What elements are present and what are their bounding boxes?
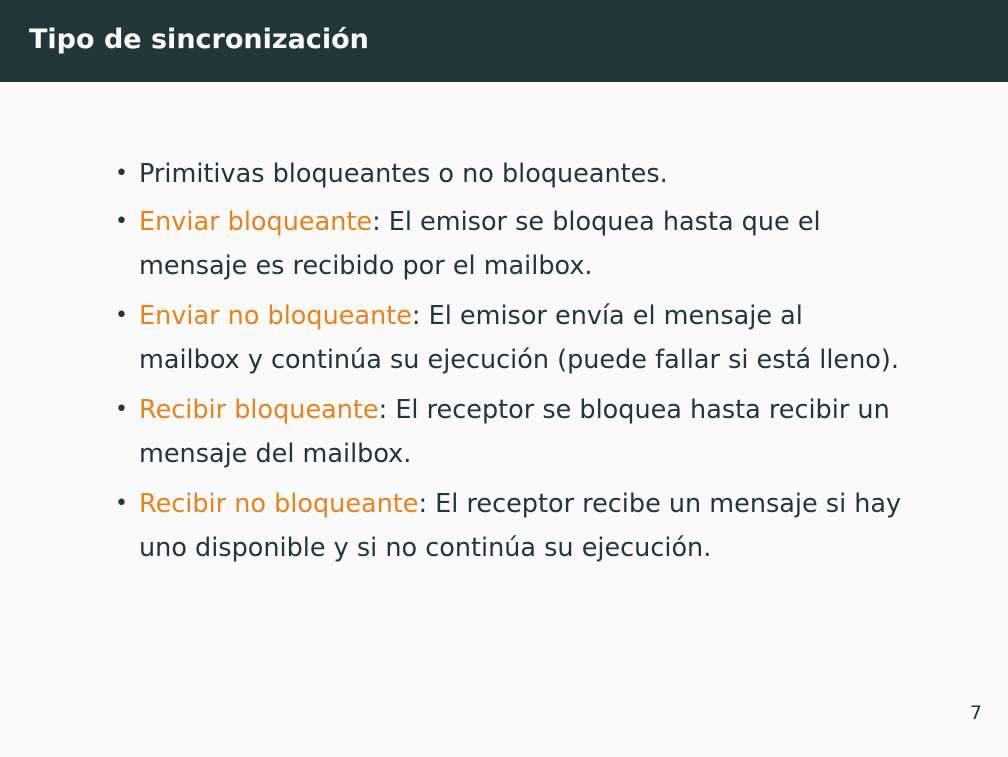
bullet-highlight: Recibir bloqueante bbox=[139, 395, 379, 425]
bullet-marker: • bbox=[115, 209, 128, 234]
bullet-highlight: Enviar bloqueante bbox=[139, 207, 373, 237]
title-bar bbox=[0, 0, 1008, 82]
bullet-item bbox=[115, 388, 905, 476]
bullet-marker: • bbox=[115, 303, 128, 328]
bullet-highlight: Recibir no bloqueante bbox=[139, 489, 419, 519]
page-number: 7 bbox=[969, 702, 982, 724]
bullet-item bbox=[115, 482, 905, 570]
bullet-item bbox=[115, 294, 905, 382]
bullet-text: Primitivas bloqueantes o no bloqueantes. bbox=[139, 159, 668, 189]
slide-content bbox=[115, 152, 905, 576]
bullet-highlight: Enviar no bloqueante bbox=[139, 301, 412, 331]
bullet-text: : El receptor se bloquea hasta recibir un mensaje del mailbox. bbox=[139, 395, 890, 469]
bullet-marker: • bbox=[115, 161, 128, 186]
slide-title: Tipo de sincronización bbox=[29, 24, 369, 55]
bullet-item bbox=[115, 152, 905, 196]
bullet-text: : El emisor envía el mensaje al mailbox y continúa su ejecución (puede fallar si está lleno). bbox=[139, 301, 899, 375]
bullet-list bbox=[115, 152, 905, 570]
bullet-text: : El emisor se bloquea hasta que el mensaje es recibido por el mailbox. bbox=[139, 207, 821, 281]
bullet-text: : El receptor recibe un mensaje si hay uno disponible y si no continúa su ejecución. bbox=[139, 489, 902, 563]
bullet-marker: • bbox=[115, 491, 128, 516]
bullet-item bbox=[115, 200, 905, 288]
bullet-marker: • bbox=[115, 397, 128, 422]
